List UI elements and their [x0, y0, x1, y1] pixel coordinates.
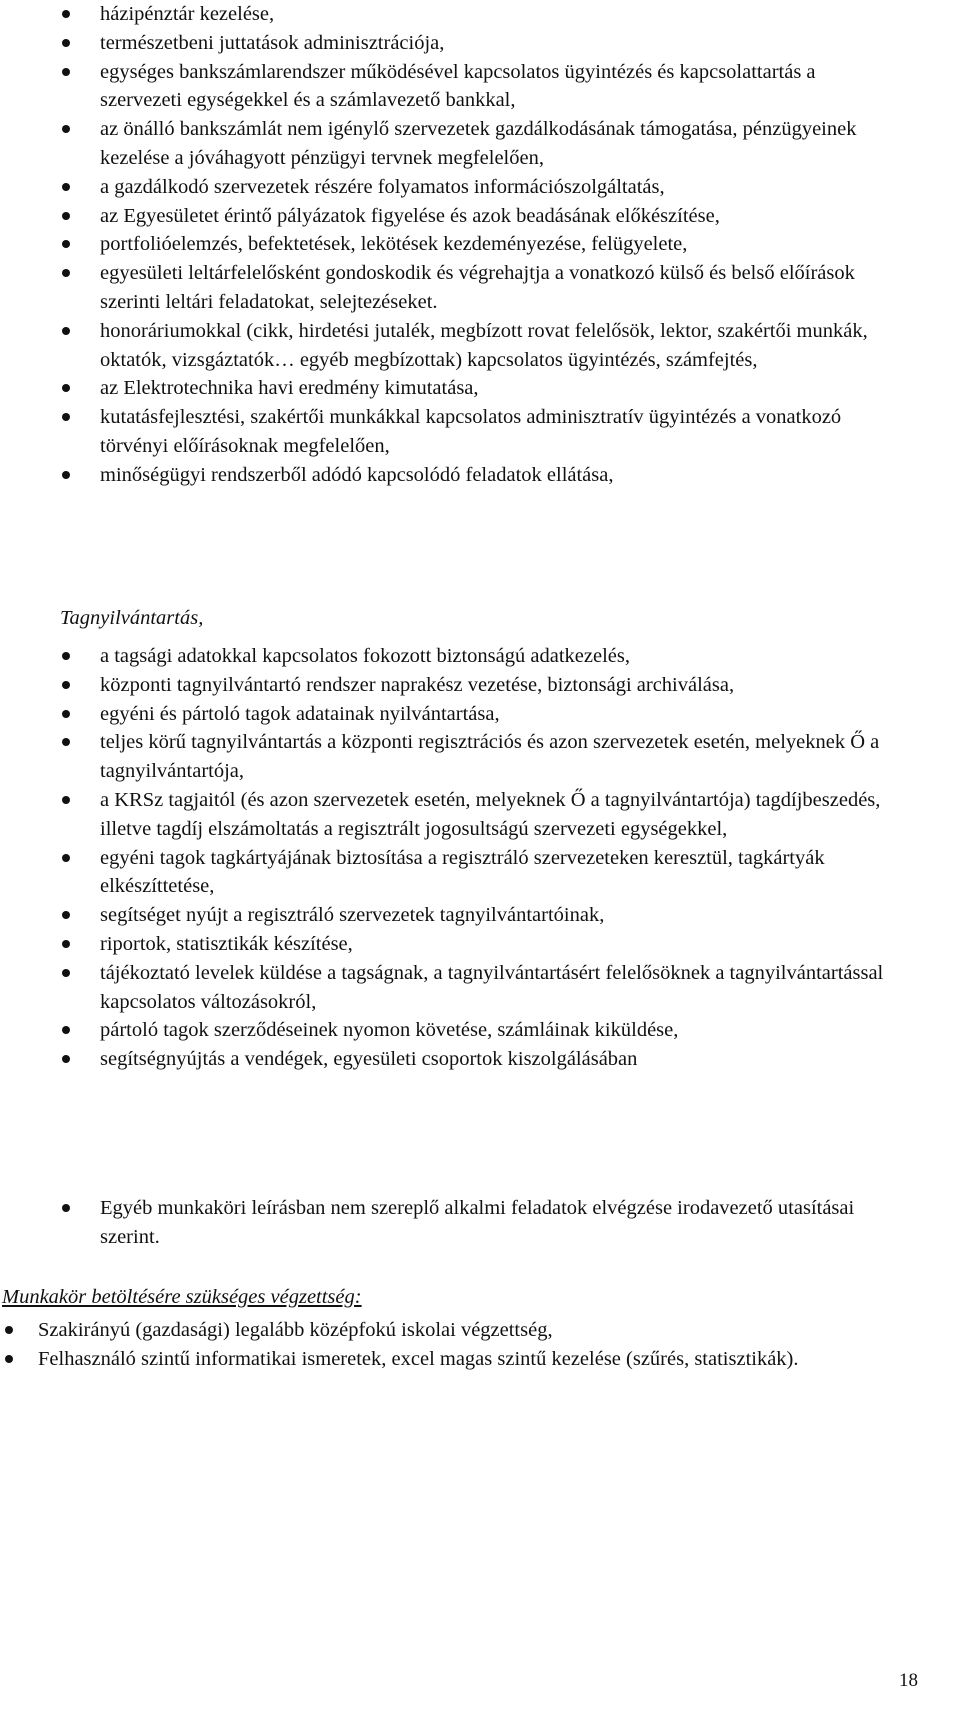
list-item: teljes körű tagnyilvántartás a központi regisztrációs és azon szervezetek esetén, melyeknek Ő a tagnyilvántartója,: [100, 728, 900, 786]
tagnyilvantartas-heading: Tagnyilvántartás,: [60, 607, 204, 629]
list-item: természetbeni juttatások adminisztrációja,: [100, 29, 900, 58]
list-item: a tagsági adatokkal kapcsolatos fokozott biztonságú adatkezelés,: [100, 642, 900, 671]
list-item: házipénztár kezelése,: [100, 0, 900, 29]
list-item: az Egyesületet érintő pályázatok figyelése és azok beadásának előkészítése,: [100, 202, 900, 231]
list-item: az önálló bankszámlát nem igénylő szervezetek gazdálkodásának támogatása, pénzügyeinek kezelése a jóváhagyott pénzügyi tervnek megfelelően,: [100, 115, 900, 173]
tagnyilvantartas-list: [100, 642, 900, 1074]
list-item: segítségnyújtás a vendégek, egyesületi csoportok kiszolgálásában: [100, 1045, 900, 1074]
list-item: egyesületi leltárfelelősként gondoskodik és végrehajtja a vonatkozó külső és belső előírások szerinti leltári feladatokat, selejtezéseket.: [100, 259, 900, 317]
list-item: Szakirányú (gazdasági) legalább középfokú iskolai végzettség,: [38, 1316, 880, 1345]
page-number: 18: [899, 1670, 918, 1691]
list-item: a gazdálkodó szervezetek részére folyamatos információszolgáltatás,: [100, 173, 900, 202]
list-item: honoráriumokkal (cikk, hirdetési jutalék, megbízott rovat felelősök, lektor, szakértői munkák, oktatók, vizsgáztatók… egyéb megbízottak) kapcsolatos ügyintézés, számfejtés,: [100, 317, 900, 375]
list-item: riportok, statisztikák készítése,: [100, 930, 900, 959]
main-task-list: [100, 0, 900, 490]
list-item: központi tagnyilvántartó rendszer naprakész vezetése, biztonsági archiválása,: [100, 671, 900, 700]
list-item: Felhasználó szintű informatikai ismeretek, excel magas szintű kezelése (szűrés, statisztikák).: [38, 1345, 880, 1374]
list-item: tájékoztató levelek küldése a tagságnak, a tagnyilvántartásért felelősöknek a tagnyilvántartással kapcsolatos változásokról,: [100, 959, 900, 1017]
list-item: portfolióelemzés, befektetések, lekötések kezdeményezése, felügyelete,: [100, 230, 900, 259]
list-item: kutatásfejlesztési, szakértői munkákkal kapcsolatos adminisztratív ügyintézés a vonatkozó törvényi előírásoknak megfelelően,: [100, 403, 900, 461]
list-item: segítséget nyújt a regisztráló szervezetek tagnyilvántartóinak,: [100, 901, 900, 930]
list-item: egyéni tagok tagkártyájának biztosítása a regisztráló szervezeteken keresztül, tagkártyák elkészíttetése,: [100, 844, 900, 902]
list-item: Egyéb munkaköri leírásban nem szereplő alkalmi feladatok elvégzése irodavezető utasításai szerint.: [100, 1194, 900, 1252]
list-item: minőségügyi rendszerből adódó kapcsolódó feladatok ellátása,: [100, 461, 900, 490]
list-item: pártoló tagok szerződéseinek nyomon követése, számláinak kiküldése,: [100, 1016, 900, 1045]
list-item: egyéni és pártoló tagok adatainak nyilvántartása,: [100, 700, 900, 729]
list-item: egységes bankszámlarendszer működésével kapcsolatos ügyintézés és kapcsolattartás a szervezeti egységekkel és a számlavezető bankkal,: [100, 58, 900, 116]
requirements-list: [38, 1316, 880, 1374]
requirements-heading: Munkakör betöltésére szükséges végzettség:: [2, 1286, 362, 1308]
list-item: az Elektrotechnika havi eredmény kimutatása,: [100, 374, 900, 403]
other-tasks-list: [100, 1194, 900, 1252]
list-item: a KRSz tagjaitól (és azon szervezetek esetén, melyeknek Ő a tagnyilvántartója) tagdíjbeszedés, illetve tagdíj elszámoltatás a regisztrált jogosultságú szervezeti egységekkel,: [100, 786, 900, 844]
